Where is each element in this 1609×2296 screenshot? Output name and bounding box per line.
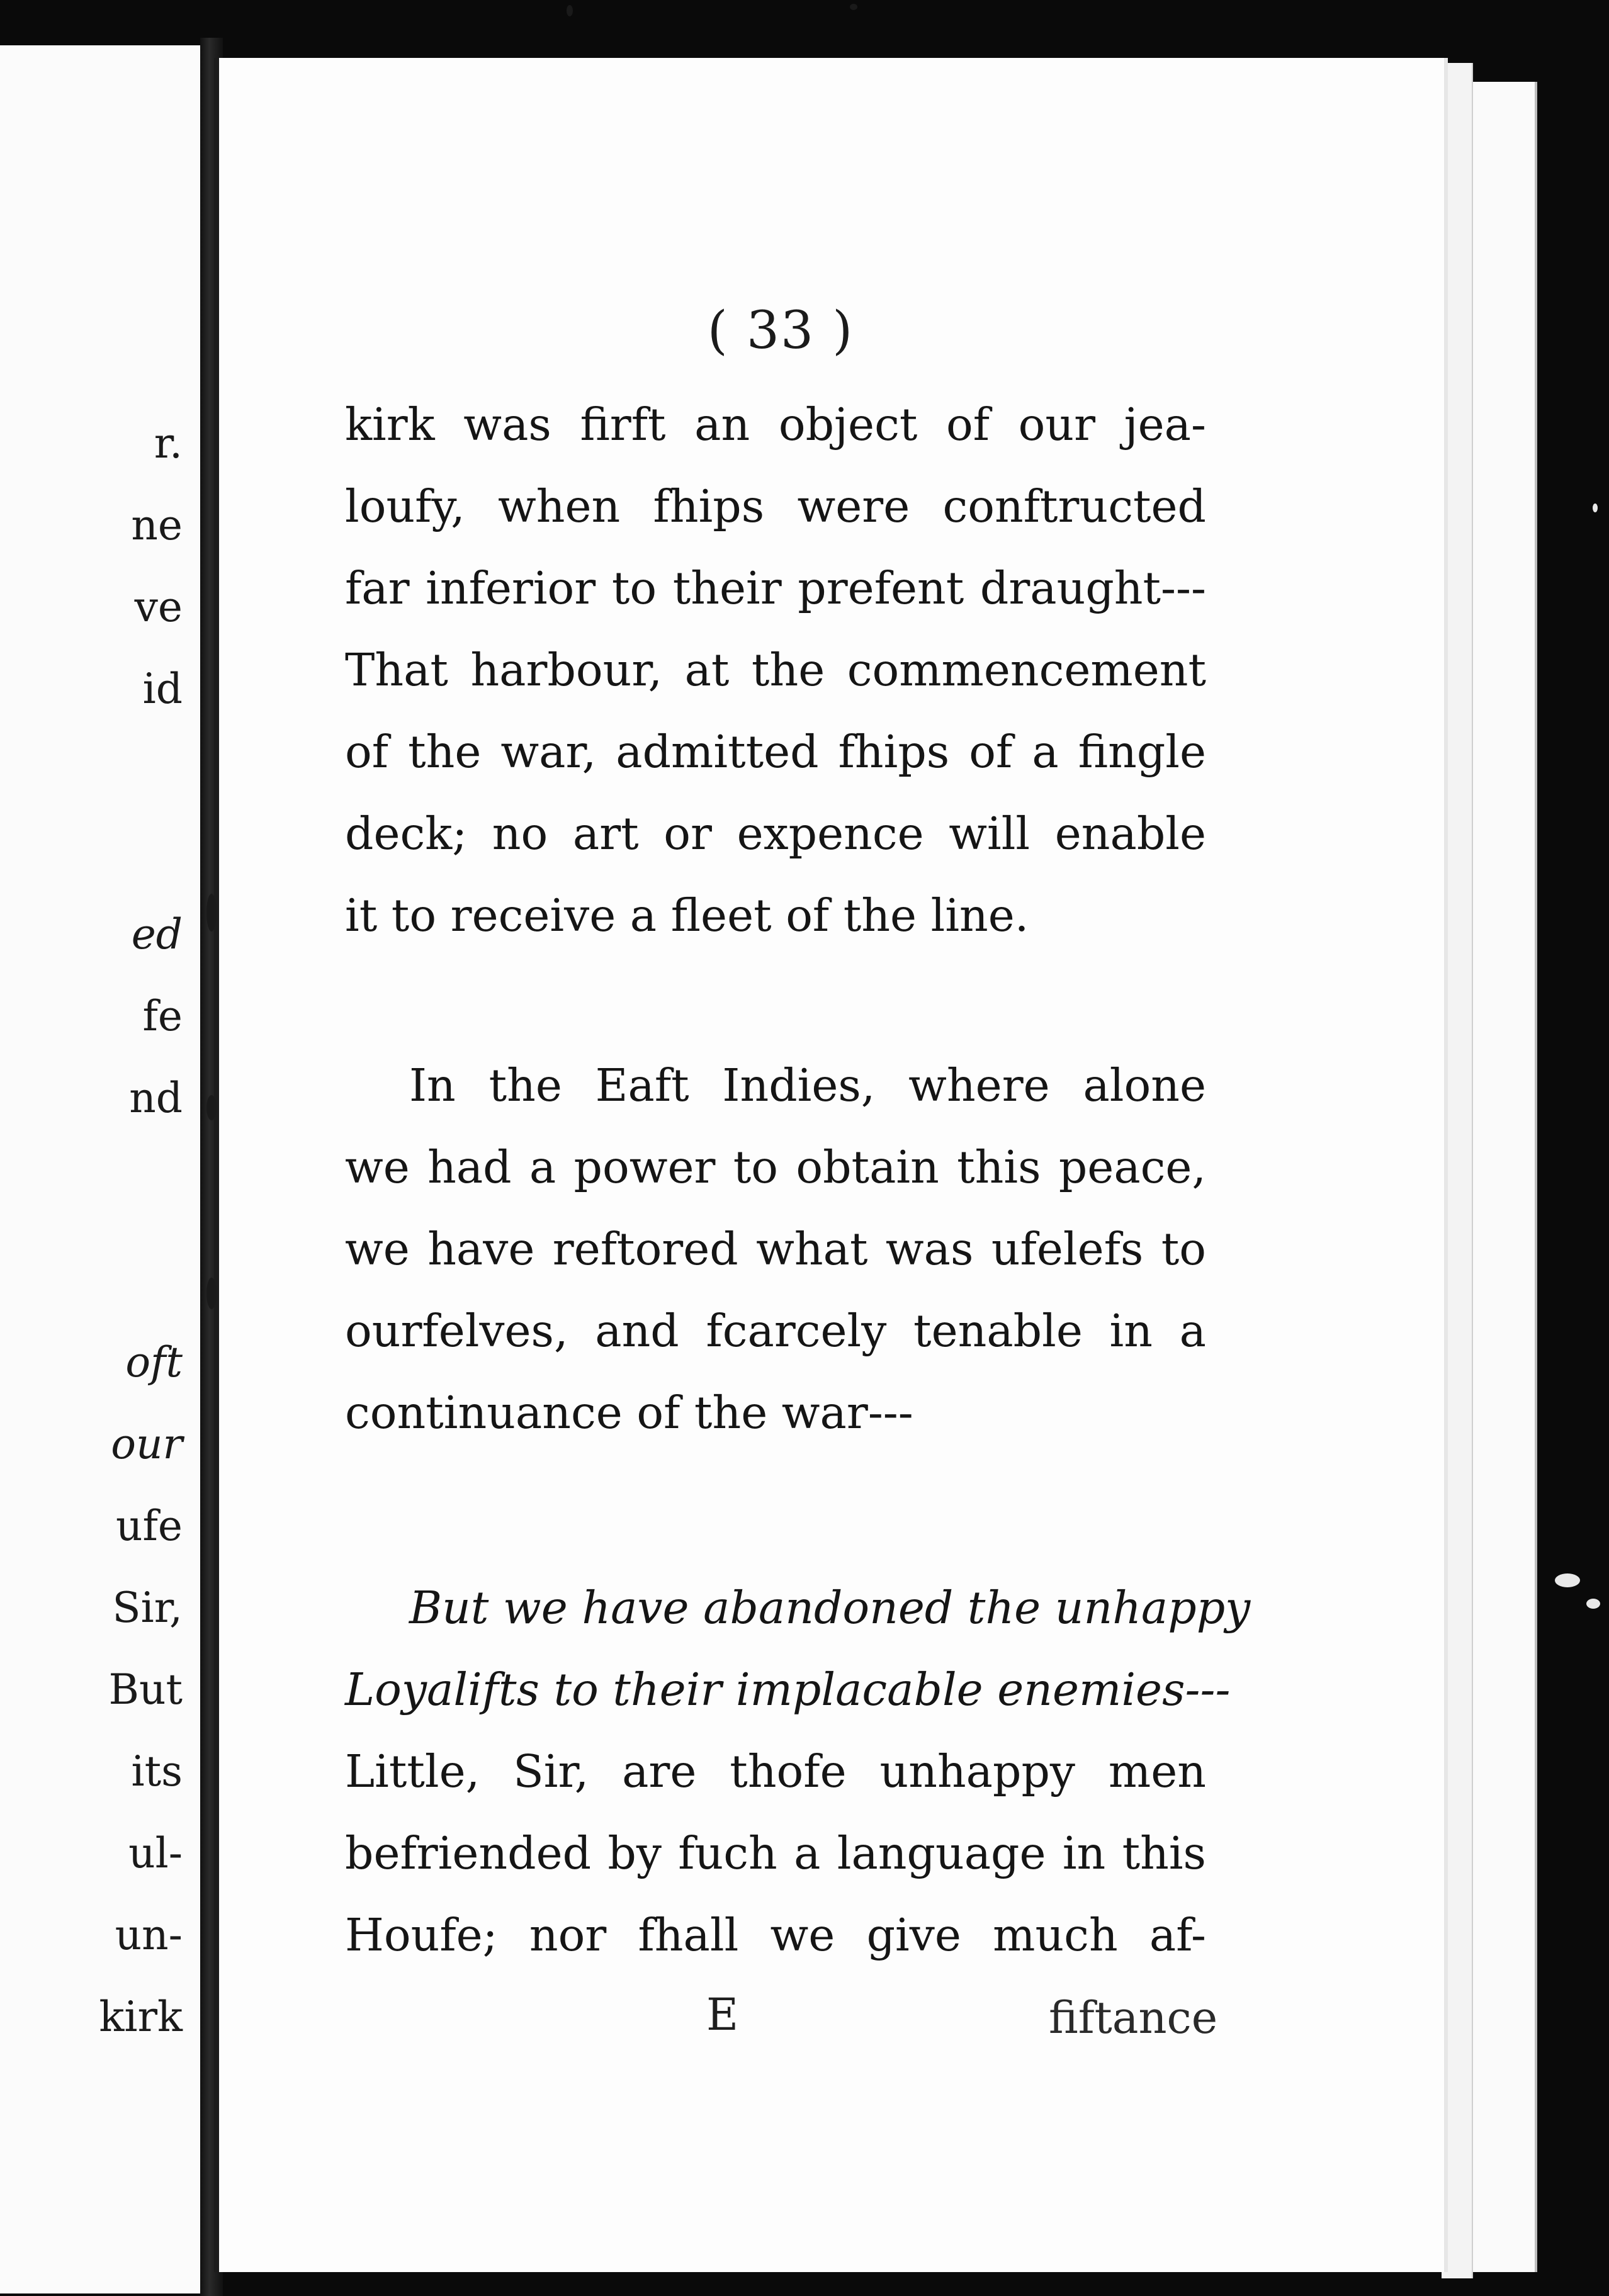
italic-text-line: But we have abandoned the unhappy (409, 1582, 1251, 1634)
italic-text-line: Loyalifts to their implacable enemies--- (345, 1663, 1231, 1716)
text-line: In the Eaft Indies, where alone (409, 1059, 1206, 1111)
left-fragment: r. (154, 419, 183, 468)
left-fragment: id (142, 665, 183, 713)
text-line: it to receive a fleet of the line. (345, 889, 1029, 942)
text-line: kirk was firft an object of our jea- (345, 398, 1206, 451)
catchword: fiftance (1049, 1992, 1218, 2044)
text-line: befriended by fuch a language in this (345, 1827, 1206, 1879)
paragraph (345, 384, 1206, 957)
facing-page-fragment (0, 45, 204, 2293)
left-fragment: fe (142, 992, 183, 1040)
scan-speck (567, 5, 573, 16)
text-line: That harbour, at the commencement (345, 644, 1206, 696)
page-edge (1472, 82, 1537, 2272)
signature-mark: E (706, 1989, 739, 2040)
text-line: deck; no art or expence will enable (345, 808, 1206, 860)
scan-speck (206, 894, 217, 931)
scan-speck (850, 4, 857, 10)
scan-speck (1555, 1573, 1580, 1587)
left-fragment: un- (115, 1911, 183, 1959)
left-fragment: ne (131, 501, 183, 549)
left-fragment: our (111, 1420, 183, 1468)
scan-speck (1586, 1599, 1600, 1609)
text-line: loufy, when fhips were conftructed (345, 480, 1206, 532)
left-fragment: ul- (128, 1829, 183, 1877)
left-fragment: oft (125, 1338, 183, 1387)
left-fragment: ve (134, 583, 183, 631)
text-line: of the war, admitted fhips of a fingle (345, 726, 1206, 778)
left-fragment: nd (129, 1074, 183, 1122)
left-fragment: ed (131, 910, 183, 959)
scan-speck (1593, 504, 1598, 512)
left-fragment: But (108, 1665, 183, 1714)
text-line: continuance of the war--- (345, 1387, 913, 1439)
text-line: Houfe; nor fhall we give much af- (345, 1909, 1206, 1961)
paragraph (345, 1567, 1251, 1976)
left-fragment: ufe (116, 1502, 183, 1550)
paragraph (345, 1045, 1206, 1454)
left-fragment: kirk (99, 1993, 183, 2041)
page-number: ( 33 ) (707, 301, 854, 361)
text-line: we have reftored what was ufelefs to (345, 1223, 1206, 1275)
text-line: ourfelves, and fcarcely tenable in a (345, 1305, 1206, 1357)
text-line: Little, Sir, are thofe unhappy men (345, 1745, 1206, 1798)
scan-speck (206, 1095, 217, 1120)
left-fragment: its (131, 1747, 183, 1796)
text-line: we had a power to obtain this peace, (345, 1141, 1206, 1193)
scan-speck (206, 1278, 217, 1309)
text-line: far inferior to their prefent draught--- (345, 562, 1206, 614)
left-fragment: Sir, (112, 1584, 183, 1632)
